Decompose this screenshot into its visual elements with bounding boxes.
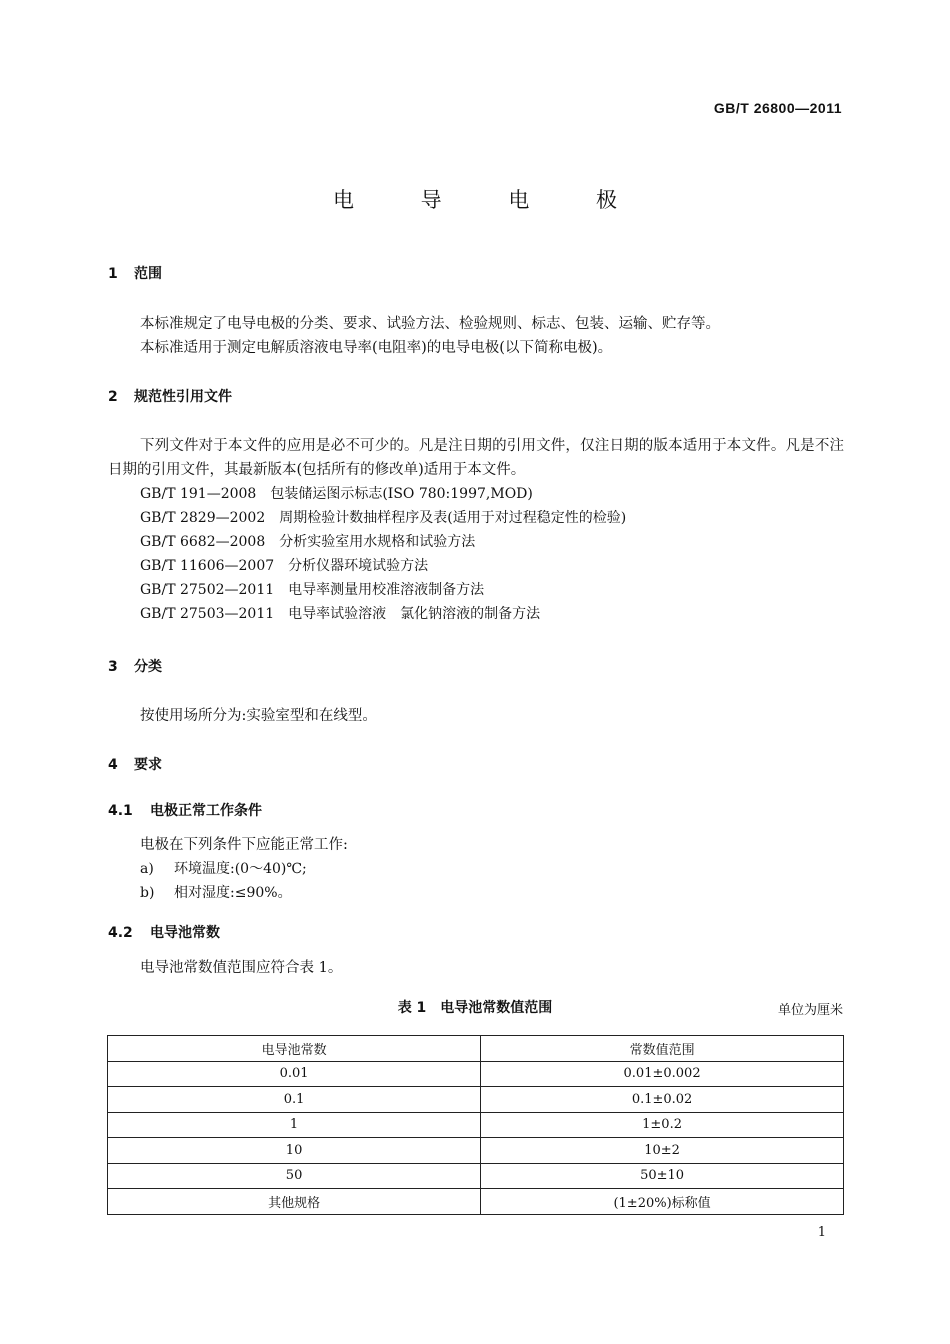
reference-title: 电导率试验溶液 氯化钠溶液的制备方法 xyxy=(288,606,541,622)
document-title: 电 导 电 极 xyxy=(332,188,648,212)
table-cell: 1 xyxy=(108,1112,481,1138)
reference-title: 周期检验计数抽样程序及表(适用于对过程稳定性的检验) xyxy=(279,510,627,526)
section-title: 要求 xyxy=(134,757,162,773)
list-text: 相对湿度:≤90%。 xyxy=(174,885,292,901)
section-1-heading xyxy=(108,263,162,283)
section-number: 1 xyxy=(108,266,118,282)
section-title: 规范性引用文件 xyxy=(134,389,232,405)
paragraph: 按使用场所分为:实验室型和在线型。 xyxy=(140,708,377,724)
table-header-row xyxy=(108,1036,844,1062)
section-number: 4.2 xyxy=(108,925,133,941)
normative-reference xyxy=(140,506,626,530)
reference-code: GB/T 27503—2011 xyxy=(140,606,275,622)
table-cell: 其他规格 xyxy=(108,1189,481,1215)
reference-code: GB/T 2829—2002 xyxy=(140,510,266,526)
cell-constant-table xyxy=(107,1035,844,1215)
list-label: b) xyxy=(140,885,155,901)
normative-reference xyxy=(140,554,428,578)
reference-title: 分析实验室用水规格和试验方法 xyxy=(279,534,476,550)
normative-reference xyxy=(140,482,533,506)
reference-code: GB/T 27502—2011 xyxy=(140,582,275,598)
paragraph: 电导池常数值范围应符合表 1。 xyxy=(140,960,343,976)
table-cell: 0.01 xyxy=(108,1061,481,1087)
standard-code-header: GB/T 26800—2011 xyxy=(713,100,842,116)
section-2-heading xyxy=(108,386,232,406)
reference-title: 包装储运图示标志(ISO 780:1997,MOD) xyxy=(270,486,533,502)
section-4-1-heading xyxy=(108,800,262,820)
paragraph: 本标准适用于测定电解质溶液电导率(电阻率)的电导电极(以下简称电极)。 xyxy=(140,340,613,356)
table-cell: 10±2 xyxy=(481,1138,844,1164)
table-cell: 0.1 xyxy=(108,1087,481,1113)
section-title: 电极正常工作条件 xyxy=(150,803,262,819)
table-cell: 50 xyxy=(108,1163,481,1189)
table-header-cell: 电导池常数 xyxy=(108,1036,481,1062)
reference-title: 电导率测量用校准溶液制备方法 xyxy=(288,582,485,598)
table-cell: (1±20%)标称值 xyxy=(481,1189,844,1215)
table-cell: 0.1±0.02 xyxy=(481,1087,844,1113)
section-number: 2 xyxy=(108,389,118,405)
list-item xyxy=(140,857,307,881)
table-row xyxy=(108,1163,844,1189)
table-header-cell: 常数值范围 xyxy=(481,1036,844,1062)
list-item xyxy=(140,881,292,905)
table-row xyxy=(108,1189,844,1215)
table-row xyxy=(108,1061,844,1087)
section-number: 4 xyxy=(108,757,118,773)
table-row xyxy=(108,1112,844,1138)
table-cell: 50±10 xyxy=(481,1163,844,1189)
section-number: 3 xyxy=(108,659,118,675)
list-text: 环境温度:(0～40)℃; xyxy=(174,861,307,877)
table-cell: 0.01±0.002 xyxy=(481,1061,844,1087)
list-label: a) xyxy=(140,861,154,877)
table-row xyxy=(108,1087,844,1113)
reference-code: GB/T 191—2008 xyxy=(140,486,257,502)
paragraph: 本标准规定了电导电极的分类、要求、试验方法、检验规则、标志、包装、运输、贮存等。 xyxy=(140,316,720,332)
table-row xyxy=(108,1138,844,1164)
section-3-heading xyxy=(108,656,162,676)
section-4-2-heading xyxy=(108,922,220,942)
normative-reference xyxy=(140,602,540,626)
paragraph: 电极在下列条件下应能正常工作: xyxy=(140,837,348,853)
table-cell: 1±0.2 xyxy=(481,1112,844,1138)
table-cell: 10 xyxy=(108,1138,481,1164)
section-title: 范围 xyxy=(134,266,162,282)
section-4-heading xyxy=(108,754,162,774)
normative-reference xyxy=(140,578,484,602)
page-number: 1 xyxy=(817,1225,826,1240)
section-number: 4.1 xyxy=(108,803,133,819)
table-caption: 表 1 电导池常数值范围 xyxy=(397,1000,553,1016)
reference-code: GB/T 11606—2007 xyxy=(140,558,275,574)
normative-reference xyxy=(140,530,475,554)
reference-title: 分析仪器环境试验方法 xyxy=(288,558,429,574)
reference-code: GB/T 6682—2008 xyxy=(140,534,266,550)
paragraph: 下列文件对于本文件的应用是必不可少的。凡是注日期的引用文件，仅注日期的版本适用于本文件。凡是不注日期的引用文件，其最新版本(包括所有的修改单)适用于本文件。 xyxy=(108,438,844,478)
table-unit: 单位为厘米 xyxy=(777,1003,843,1018)
section-title: 分类 xyxy=(134,659,162,675)
section-title: 电导池常数 xyxy=(150,925,220,941)
